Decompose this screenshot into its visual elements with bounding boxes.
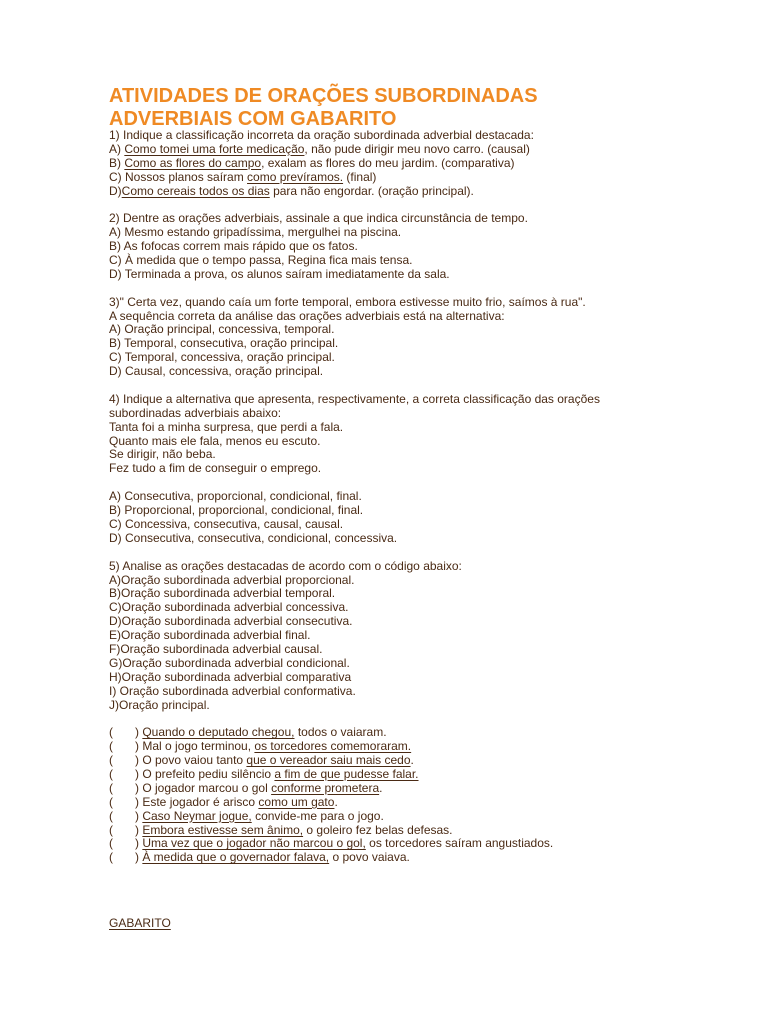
underlined-clause: Quando o deputado chegou, xyxy=(142,725,295,740)
code-item: I) Oração subordinada adverbial conformativa. xyxy=(109,683,356,698)
option-suffix: para não engordar. (oração principal). xyxy=(269,183,474,198)
answer-item xyxy=(109,824,709,838)
answer-blank-open: ( xyxy=(109,753,113,768)
answer-blank-close: ) xyxy=(135,794,139,809)
question-1-option-b xyxy=(109,157,709,171)
answer-item xyxy=(109,768,709,782)
answer-blank-close: ) xyxy=(135,780,139,795)
underlined-clause: Como as flores do campo xyxy=(124,155,262,170)
code-item: F)Oração subordinada adverbial causal. xyxy=(109,641,323,656)
underlined-clause: que o vereador saiu mais cedo xyxy=(246,753,411,768)
underlined-clause: conforme prometera xyxy=(271,780,380,795)
underlined-clause: como um gato xyxy=(258,794,335,809)
question-4-sentence-3: Se dirigir, não beba. xyxy=(109,447,216,462)
question-3-option-d: D) Causal, concessiva, oração principal. xyxy=(109,364,324,379)
answer-blank-close: ) xyxy=(135,836,139,851)
question-3-prompt: 3)" Certa vez, quando caía um forte temporal, embora estivesse muito frio, saímos à rua". xyxy=(109,294,586,309)
code-item: D)Oração subordinada adverbial consecutiva. xyxy=(109,614,353,629)
clause-prefix: O jogador marcou o gol xyxy=(142,780,272,795)
answer-blank-open: ( xyxy=(109,725,113,740)
code-item: E)Oração subordinada adverbial final. xyxy=(109,628,311,643)
question-4-sentence-2: Quanto mais ele fala, menos eu escuto. xyxy=(109,433,321,448)
gabarito-heading: GABARITO xyxy=(109,916,171,930)
question-1-option-a xyxy=(109,143,709,157)
clause-suffix: o povo vaiava. xyxy=(329,850,410,865)
underlined-clause: Caso Neymar jogue, xyxy=(142,808,252,823)
underlined-clause: como prevíramos. xyxy=(247,169,344,184)
option-suffix: , não pude dirigir meu novo carro. (causal) xyxy=(304,141,530,156)
answer-item xyxy=(109,754,709,768)
code-item: A)Oração subordinada adverbial proporcional. xyxy=(109,572,355,587)
question-2-prompt: 2) Dentre as orações adverbiais, assinale a que indica circunstância de tempo. xyxy=(109,211,528,226)
option-suffix: , exalam as flores do meu jardim. (comparativa) xyxy=(261,155,515,170)
answer-blank-open: ( xyxy=(109,822,113,837)
question-4-prompt-line-2: subordinadas adverbiais abaixo: xyxy=(109,405,282,420)
question-4-option-b: B) Proporcional, proporcional, condicional, final. xyxy=(109,503,364,518)
page-title: ATIVIDADES DE ORAÇÕES SUBORDINADAS ADVERBIAIS COM GABARITO xyxy=(109,85,538,130)
underlined-clause: Uma vez que o jogador não marcou o gol, xyxy=(142,836,366,851)
underlined-clause: Como tomei uma forte medicação xyxy=(124,141,305,156)
question-1-option-c xyxy=(109,171,709,185)
question-3-option-c: C) Temporal, concessiva, oração principal. xyxy=(109,350,335,365)
code-item: C)Oração subordinada adverbial concessiva. xyxy=(109,600,349,615)
question-3-option-a: A) Oração principal, concessiva, temporal. xyxy=(109,322,335,337)
underlined-clause: os torcedores comemoraram. xyxy=(254,739,412,754)
question-4-sentence-4: Fez tudo a fim de conseguir o emprego. xyxy=(109,461,322,476)
answer-blank-open: ( xyxy=(109,780,113,795)
clause-prefix: O prefeito pediu silêncio xyxy=(142,766,275,781)
underlined-clause: Como cereais todos os dias xyxy=(121,183,270,198)
option-suffix: (final) xyxy=(343,169,377,184)
clause-prefix: O povo vaiou tanto xyxy=(142,753,247,768)
answer-blank-close: ) xyxy=(135,808,139,823)
question-2-option-a: A) Mesmo estando gripadíssima, mergulhei na piscina. xyxy=(109,225,402,240)
code-item: J)Oração principal. xyxy=(109,697,210,712)
clause-suffix: . xyxy=(410,753,414,768)
question-4-option-c: C) Concessiva, consecutiva, causal, causal. xyxy=(109,516,344,531)
question-4-sentence-1: Tanta foi a minha surpresa, que perdi a fala. xyxy=(109,419,344,434)
code-item: G)Oração subordinada adverbial condicional. xyxy=(109,655,350,670)
question-2-option-c: C) À medida que o tempo passa, Regina fica mais tensa. xyxy=(109,253,413,268)
underlined-clause: À medida que o governador falava, xyxy=(142,850,330,865)
clause-suffix: . xyxy=(379,780,383,795)
answer-blank-close: ) xyxy=(135,725,139,740)
question-4-option-d: D) Consecutiva, consecutiva, condicional, concessiva. xyxy=(109,530,398,545)
underlined-clause: Embora estivesse sem ânimo, xyxy=(142,822,304,837)
question-4-option-a: A) Consecutiva, proporcional, condicional, final. xyxy=(109,489,362,504)
code-item: B)Oração subordinada adverbial temporal. xyxy=(109,586,336,601)
clause-suffix: . xyxy=(334,794,338,809)
document-body xyxy=(109,129,709,865)
question-1-prompt: 1) Indique a classificação incorreta da oração subordinada adverbial destacada: xyxy=(109,128,534,142)
answer-item xyxy=(109,796,709,810)
clause-suffix: os torcedores saíram angustiados. xyxy=(365,836,554,851)
answer-item xyxy=(109,726,709,740)
answer-item xyxy=(109,782,709,796)
option-prefix: A) xyxy=(109,141,125,156)
underlined-clause: a fim de que pudesse falar. xyxy=(274,766,419,781)
clause-suffix: todos o vaiaram. xyxy=(294,725,387,740)
answer-blank-open: ( xyxy=(109,836,113,851)
answer-blank-open: ( xyxy=(109,766,113,781)
question-2-option-d: D) Terminada a prova, os alunos saíram imediatamente da sala. xyxy=(109,266,450,281)
clause-prefix: Este jogador é arisco xyxy=(142,794,259,809)
question-5-prompt: 5) Analise as orações destacadas de acordo com o código abaixo: xyxy=(109,558,462,573)
question-3-option-b: B) Temporal, consecutiva, oração principal. xyxy=(109,336,339,351)
option-prefix: D) xyxy=(109,183,122,198)
answer-blank-close: ) xyxy=(135,739,139,754)
answer-blank-open: ( xyxy=(109,739,113,754)
answer-blank-open: ( xyxy=(109,808,113,823)
question-2-option-b: B) As fofocas correm mais rápido que os fatos. xyxy=(109,239,358,254)
option-prefix: C) Nossos planos saíram xyxy=(109,169,248,184)
option-prefix: B) xyxy=(109,155,125,170)
answer-blank-open: ( xyxy=(109,850,113,865)
clause-suffix: o goleiro fez belas defesas. xyxy=(303,822,453,837)
answer-item xyxy=(109,851,709,865)
code-item: H)Oração subordinada adverbial comparativa xyxy=(109,669,352,684)
answer-blank-close: ) xyxy=(135,850,139,865)
clause-prefix: Mal o jogo terminou, xyxy=(142,739,255,754)
question-1-option-d xyxy=(109,185,709,199)
clause-suffix: convide-me para o jogo. xyxy=(251,808,384,823)
question-4-prompt: 4) Indique a alternativa que apresenta, respectivamente, a correta classificação das orações xyxy=(109,391,600,406)
question-3-prompt-line-2: A sequência correta da análise das orações adverbiais está na alternativa: xyxy=(109,308,505,323)
answer-blank-close: ) xyxy=(135,753,139,768)
answer-blank-close: ) xyxy=(135,766,139,781)
answer-item xyxy=(109,810,709,824)
answer-blank-open: ( xyxy=(109,794,113,809)
answer-blank-close: ) xyxy=(135,822,139,837)
answer-item xyxy=(109,740,709,754)
